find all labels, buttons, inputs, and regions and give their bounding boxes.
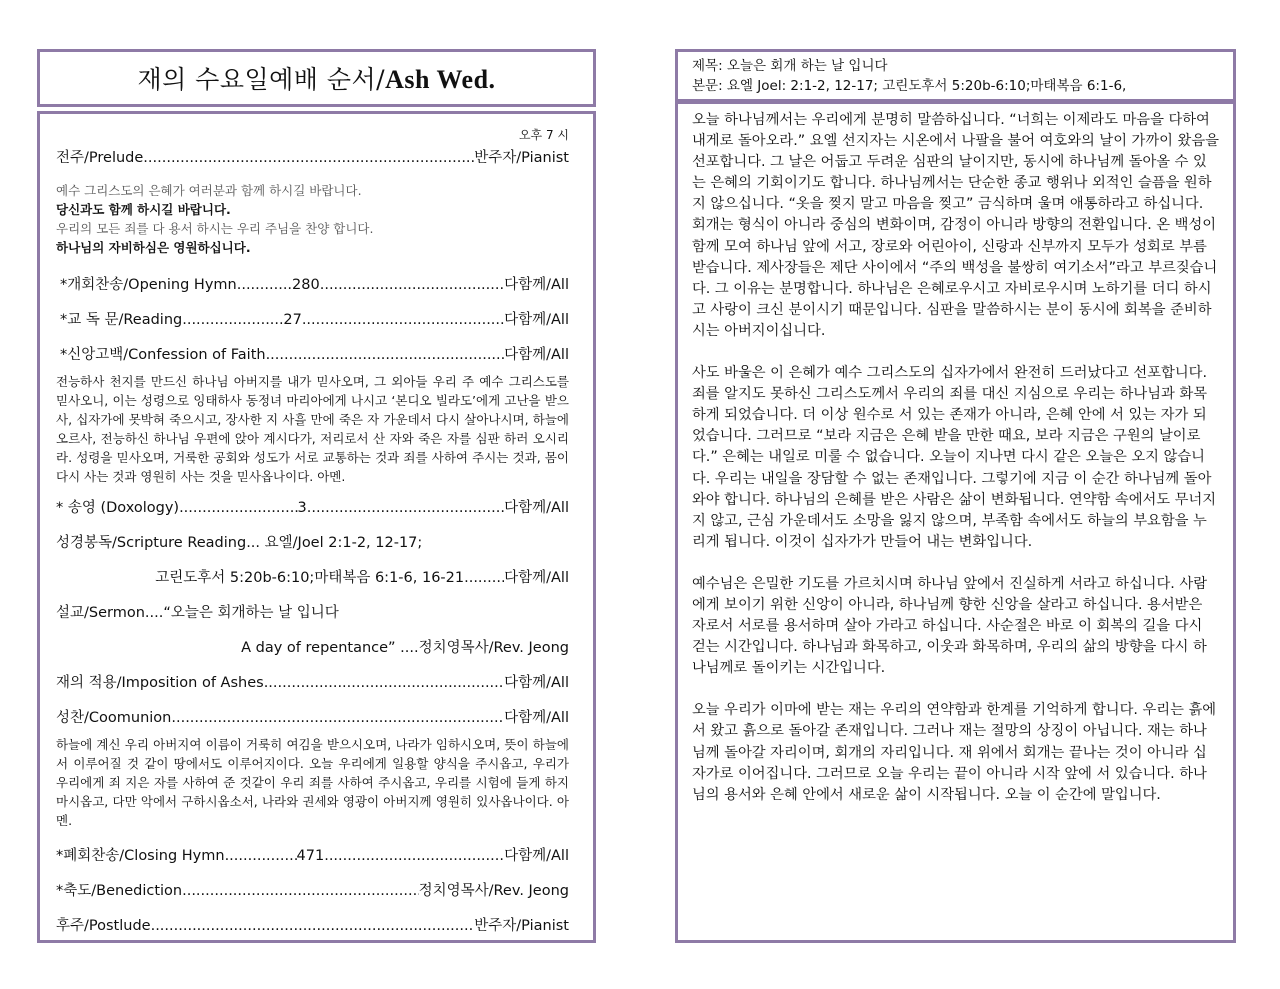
title-box xyxy=(37,49,596,107)
confession-row xyxy=(56,343,569,364)
leader-dots xyxy=(320,277,504,293)
confession-leader: 다함께/All xyxy=(504,347,569,363)
ashes-row xyxy=(56,671,569,692)
sermon-paragraph-2: 사도 바울은 이 은혜가 예수 그리스도의 십자가에서 완전히 드러났다고 선포합니다. 죄를 알지도 못하신 그리스도께서 우리의 죄를 대신 지심으로 우리는 하나님과 화목하게 되었습니다. 더 이상 원수로 서 있는 존재가 아니라, 은혜 안에 서 있는 자가 되었습니다. 그러므로 “보라 지금은 은혜 받을 만한 때요, 보라 지금은 구원의 날이로다.” 은혜는 내일로 미룰 수 없습니다. 오늘이 지나면 다시 같은 오늘은 오지 않습니다. 우리는 내일을 장담할 수 없는 존재입니다. 그렇기에 지금 이 순간 하나님께 돌아와야 합니다. 하나님의 은혜를 받은 사람은 삶이 변화됩니다. 연약함 속에서도 무너지지 않고, 근심 가운데서도 소망을 잃지 않으며, 부족함 속에서도 하늘의 부요함을 누리게 됩니다. 이것이 십자가가 만들어 내는 변화입니다. xyxy=(692,365,1217,550)
greeting-response-1: 당신과도 함께 하시길 바랍니다. xyxy=(56,202,231,217)
sermon-subject: 제목: 오늘은 회개 하는 날 입니다 xyxy=(692,58,888,74)
reading-label: *교 독 문/Reading xyxy=(60,312,183,328)
greeting-leader-1: 예수 그리스도의 은혜가 여러분과 함께 하시길 바랍니다. xyxy=(56,183,362,198)
doxology-number: 3 xyxy=(297,500,307,516)
sermon-paragraph-1: 오늘 하나님께서는 우리에게 분명히 말씀하십니다. “너희는 이제라도 마음을 다하여 내게로 돌아오라.” 요엘 선지자는 시온에서 나팔을 불어 여호와의 날이 가까이 왔음을 선포합니다. 그 날은 어둡고 두려운 심판의 날이지만, 동시에 하나님께 돌아올 수 있는 은혜의 기회이기도 합니다. 하나님께서는 단순한 종교 행위나 외적인 슬픔을 원하지 않으십니다. “옷을 찢지 말고 마음을 찢고” 금식하며 울며 애통하라고 하십니다. 회개는 형식이 아니라 중심의 변화이며, 감정이 아니라 방향의 전환입니다. 온 백성이 함께 모여 하나님 앞에 서고, 장로와 어린아이, 신랑과 신부까지 모두가 성회로 부름 받습니다. 제사장들은 제단 사이에서 “주의 백성을 불쌍히 여기소서”라고 부르짖습니다. 그 이유는 분명합니다. 하나님은 은혜로우시고 자비로우시며 노하기를 더디 하시고 사랑이 크신 분이시기 때문입니다. 심판을 말씀하시는 분이 동시에 회복을 준비하시는 아버지이십니다. xyxy=(692,112,1219,339)
doxology-row xyxy=(56,496,569,517)
leader-dots xyxy=(171,710,504,726)
title-english: Ash Wed. xyxy=(385,65,496,94)
leader-dots xyxy=(264,675,504,691)
leader-dots xyxy=(225,848,297,864)
leader-dots xyxy=(151,918,475,934)
greeting-response-2: 하나님의 자비하심은 영원하십니다. xyxy=(56,240,251,255)
postlude-label: 후주/Postlude xyxy=(56,918,151,934)
sermon-header xyxy=(675,49,1236,102)
greeting xyxy=(56,181,569,257)
scripture-label: 성경봉독/Scripture Reading xyxy=(56,535,247,551)
prelude-leader: 반주자/Pianist xyxy=(474,150,569,166)
scripture-passage-1: ... 요엘/Joel 2:1-2, 12-17; xyxy=(246,535,423,551)
sermon-row-1 xyxy=(56,601,569,622)
doxology-label: * 송영 (Doxology) xyxy=(56,500,180,516)
closing-hymn-leader: 다함께/All xyxy=(504,848,569,864)
leader-dots xyxy=(307,500,504,516)
doxology-leader: 다함께/All xyxy=(504,500,569,516)
prelude-row xyxy=(56,146,569,167)
scripture-row-2 xyxy=(56,566,569,587)
leader-dots xyxy=(179,500,297,516)
confession-label: *신앙고백/Confession of Faith xyxy=(60,347,266,363)
greeting-leader-2: 우리의 모든 죄를 다 용서 하시는 우리 주님을 찬양 합니다. xyxy=(56,221,374,236)
lords-prayer: 하늘에 계신 우리 아버지여 이름이 거룩히 여김을 받으시오며, 나라가 임하시오며, 뜻이 하늘에서 이루어질 것 같이 땅에서도 이루어지이다. 오늘 우리에게 일용할 양식을 주시옵고, 우리가 우리에게 죄 지은 자를 사하여 준 것같이 우리 죄를 사하여 주시옵고, 우리를 시험에 들게 하지 마시옵고, 다만 악에서 구하시옵소서, 나라와 권세와 영광이 아버지께 영원히 있사옵나이다. 아멘. xyxy=(56,737,569,828)
title-korean: 재의 수요일예배 순서/ xyxy=(137,65,386,94)
postlude-row xyxy=(56,914,569,935)
closing-hymn-label: *폐회찬송/Closing Hymn xyxy=(56,848,225,864)
leader-dots xyxy=(464,570,504,586)
leader-dots xyxy=(182,883,418,899)
scripture-row-1 xyxy=(56,531,569,552)
benediction-row xyxy=(56,879,569,900)
postlude-leader: 반주자/Pianist xyxy=(474,918,569,934)
leader-dots xyxy=(182,312,283,328)
service-time: 오후 7 시 xyxy=(518,128,569,142)
communion-row xyxy=(56,706,569,727)
sermon-paragraph-3: 예수님은 은밀한 기도를 가르치시며 하나님 앞에서 진실하게 서라고 하십니다. 사람에게 보이기 위한 신앙이 아니라, 하나님께 향한 신앙을 살라고 하십니다. 용서받은 자로서 서로를 용서하며 살아 가라고 하십니다. 사순절은 바로 이 회복의 길을 다시 걷는 시간입니다. 하나님과 화목하고, 이웃과 화목하며, 우리의 삶의 방향을 다시 하나님께로 돌이키는 시간입니다. xyxy=(692,575,1208,677)
leader-dots xyxy=(324,848,504,864)
closing-hymn-number: 471 xyxy=(296,848,325,864)
leader-dots xyxy=(302,312,504,328)
reading-number: 27 xyxy=(283,312,302,328)
sermon-title: ....“오늘은 회개하는 날 입니다 xyxy=(144,605,339,621)
leader-dots xyxy=(266,347,505,363)
sermon-row-2 xyxy=(56,636,569,657)
benediction-label: *축도/Benediction xyxy=(56,883,183,899)
ashes-label: 재의 적용/Imposition of Ashes xyxy=(56,675,264,691)
communion-label: 성찬/Coomunion xyxy=(56,710,172,726)
opening-hymn-leader: 다함께/All xyxy=(504,277,569,293)
ashes-leader: 다함께/All xyxy=(504,675,569,691)
benediction-leader: 정치영목사/Rev. Jeong xyxy=(418,883,569,899)
opening-hymn-label: *개회찬송/Opening Hymn xyxy=(60,277,237,293)
closing-hymn-row xyxy=(56,844,569,865)
sermon-paragraph-4: 오늘 우리가 이마에 받는 재는 우리의 연약함과 한계를 기억하게 합니다. 우리는 흙에서 왔고 흙으로 돌아갈 존재입니다. 그러나 재는 절망의 상징이 아닙니다. 재는 하나님께 돌아갈 자리이며, 회개의 자리입니다. 재 위에서 회개는 끝나는 것이 아니라 십자가로 이어집니다. 그러므로 오늘 우리는 끝이 아니라 시작 앞에 서 있습니다. 하나님의 용서와 은혜 안에서 새로운 삶이 시작됩니다. 오늘 이 순간에 말입니다. xyxy=(692,702,1217,803)
apostles-creed: 전능하사 천지를 만드신 하나님 아버지를 내가 믿사오며, 그 외아들 우리 주 예수 그리스도를 믿사오니, 이는 성령으로 잉태하사 동정녀 마리아에게 나시고 ‘본디오 빌라도’에게 고난을 받으사, 십자가에 못박혀 죽으시고, 장사한 지 사흘 만에 죽은 자 가운데서 다시 살아나시며, 하늘에 오르사, 전능하신 하나님 우편에 앉아 계시다가, 저리로서 산 자와 죽은 자를 심판 하러 오시리라. 성령을 믿사오며, 거룩한 공회와 성도가 서로 교통하는 것과 죄를 사하여 주시는 것과, 몸이 다시 사는 것과 영원히 사는 것을 믿사옵나이다. 아멘. xyxy=(56,374,569,484)
opening-hymn-number: 280 xyxy=(292,277,320,293)
order-of-worship xyxy=(37,111,596,943)
opening-hymn-row xyxy=(56,273,569,294)
sermon-text: 본문: 요엘 Joel: 2:1-2, 12-17; 고린도후서 5:20b-6:10;마태복음 6:1-6, xyxy=(692,78,1127,94)
prelude-label: 전주/Prelude xyxy=(56,150,144,166)
sermon-title-english: A day of repentance” ....정치영목사/Rev. Jeong xyxy=(241,640,569,656)
page-title xyxy=(137,60,495,96)
sermon-label: 설교/Sermon xyxy=(56,605,145,621)
leader-dots xyxy=(237,277,292,293)
leader-dots xyxy=(143,150,474,166)
reading-row xyxy=(56,308,569,329)
scripture-passage-2: 고린도후서 5:20b-6:10;마태복음 6:1-6, 16-21 xyxy=(155,570,465,586)
communion-leader: 다함께/All xyxy=(504,710,569,726)
reading-leader: 다함께/All xyxy=(504,312,569,328)
scripture-leader: 다함께/All xyxy=(504,570,569,586)
sermon-body xyxy=(675,101,1236,943)
